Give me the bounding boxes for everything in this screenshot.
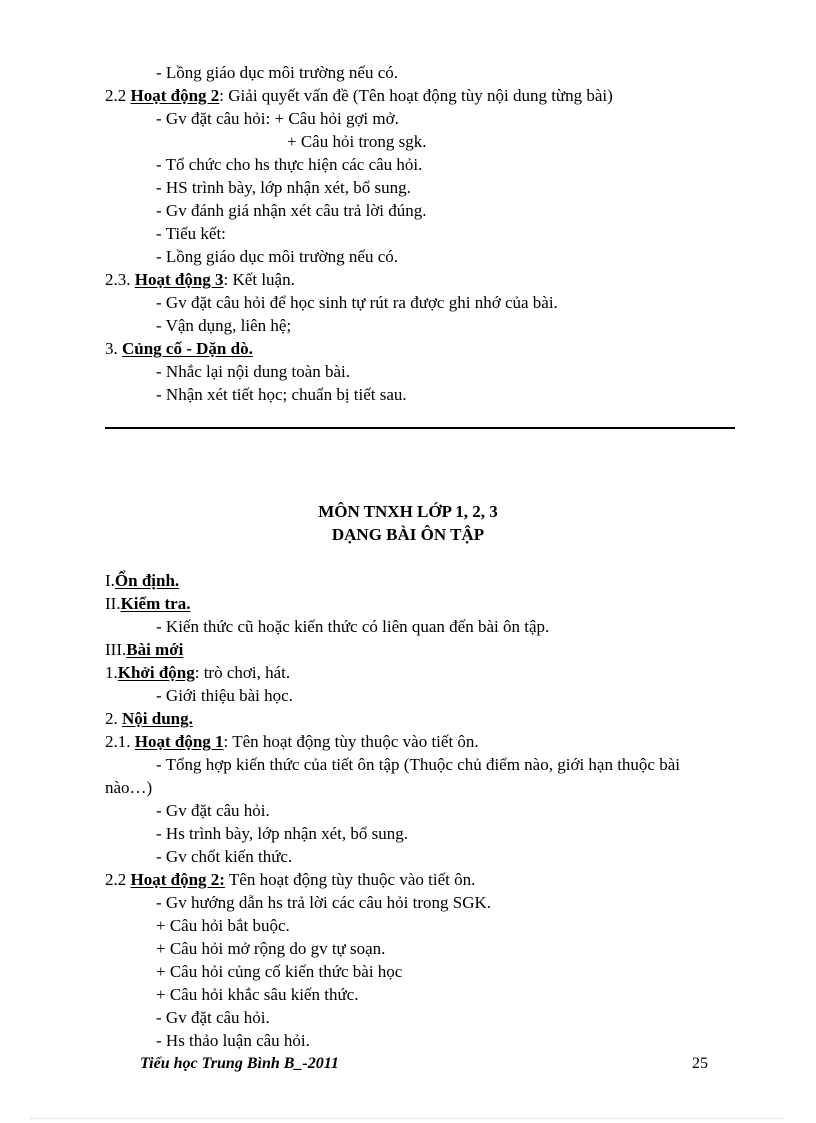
text-line: - Gv đặt câu hỏi: + Câu hỏi gợi mở. [156,109,399,128]
section-rest: : Giải quyết vấn đề (Tên hoạt động tùy nội dung từng bài) [219,86,613,105]
text-line: - Hs trình bày, lớp nhận xét, bổ sung. [156,824,408,843]
activity-3-heading [105,269,295,291]
section-number: 3. [105,339,122,358]
section-title: Bài mới [126,640,184,659]
section-number: 2.1. [105,732,135,751]
section-rest: : Kết luận. [223,270,295,289]
section-title: Hoạt động 2 [130,86,220,105]
text-line: + Câu hỏi khắc sâu kiến thức. [156,985,359,1004]
separator-rule [105,427,735,429]
section-number: 2.2 [105,86,131,105]
activity-2b-heading [105,869,475,891]
consolidation-heading [105,338,253,360]
section-title: Hoạt động 2: [130,870,225,889]
text-line: - Giới thiệu bài học. [156,686,293,705]
text-line: - Lồng giáo dục môi trường nếu có. [156,63,398,82]
content-heading [105,708,193,730]
text-line: - Nhắc lại nội dung toàn bài. [156,362,351,381]
section-rest: : Tên hoạt động tùy thuộc vào tiết ôn. [223,732,479,751]
text-line: - Gv đặt câu hỏi. [156,801,270,820]
text-line: - Kiến thức cũ hoặc kiến thức có liên quan đến bài ôn tập. [156,617,550,636]
text-line: - Gv đánh giá nhận xét câu trả lời đúng. [156,201,427,220]
section-rest: : trò chơi, hát. [194,663,291,682]
text-line: - Lồng giáo dục môi trường nếu có. [156,247,398,266]
text-line: nào…) [105,778,153,797]
text-line: - HS trình bày, lớp nhận xét, bổ sung. [156,178,411,197]
section-number: I. [105,571,115,590]
section-2-heading [105,593,190,615]
section-number: 2.3. [105,270,135,289]
section-title: Kiểm tra. [120,594,191,613]
section-number: 2. [105,709,122,728]
text-line: - Tổ chức cho hs thực hiện các câu hỏi. [156,155,423,174]
text-line: - Nhận xét tiết học; chuẩn bị tiết sau. [156,385,407,404]
section-title: Hoạt động 3 [134,270,224,289]
section-number: 1. [105,663,118,682]
text-line: - Gv chốt kiến thức. [156,847,293,866]
warmup-heading [105,662,290,684]
page-edge-dots [30,1118,786,1119]
footer-school-label: Tiểu học Trung Bình B_-2011 [140,1055,339,1072]
section-title: Hoạt động 1 [134,732,224,751]
text-line: + Câu hỏi mở rộng do gv tự soạn. [156,939,386,958]
section-title: Ổn định. [114,571,180,590]
section-3-heading [105,639,183,661]
section-number: 2.2 [105,870,131,889]
page-subtitle: DẠNG BÀI ÔN TẬP [331,525,485,544]
section-title: Khởi động [117,663,195,682]
activity-1-heading [105,731,479,753]
section-title: Củng cố - Dặn dò. [122,339,253,358]
text-line: - Gv đặt câu hỏi. [156,1008,270,1027]
text-line: - Tổng hợp kiến thức của tiết ôn tập (Thuộc chủ điểm nào, giới hạn thuộc bài [156,755,680,774]
section-number: II. [105,594,121,613]
text-line: - Hs thảo luận câu hỏi. [156,1031,310,1050]
text-line: - Gv đặt câu hỏi để học sinh tự rút ra được ghi nhớ của bài. [156,293,558,312]
section-number: III. [105,640,127,659]
text-line: - Tiểu kết: [156,224,226,243]
section-1-heading [105,570,179,592]
text-line: + Câu hỏi củng cố kiến thức bài học [156,962,403,981]
text-line: + Câu hỏi trong sgk. [287,132,427,151]
text-line: + Câu hỏi bắt buộc. [156,916,290,935]
section-rest: Tên hoạt động tùy thuộc vào tiết ôn. [224,870,476,889]
text-line: - Vận dụng, liên hệ; [156,316,292,335]
text-line: - Gv hướng dẫn hs trả lời các câu hỏi trong SGK. [156,893,492,912]
section-title: Nội dung. [122,709,193,728]
activity-2-heading [105,85,613,107]
page-title: MÔN TNXH LỚP 1, 2, 3 [318,502,498,521]
page-number: 25 [692,1055,708,1072]
